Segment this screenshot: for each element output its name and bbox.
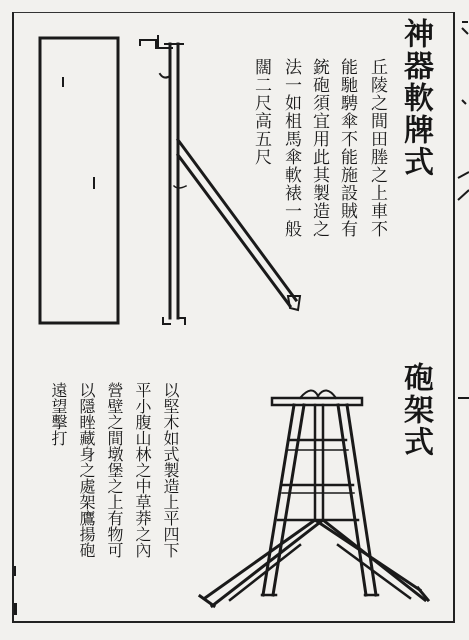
upper-text-column-3: 銃砲須宜用此其製造之 — [309, 58, 329, 238]
upper-section-title: 神器軟牌式 — [398, 18, 433, 178]
next-page-fragments — [458, 22, 469, 398]
lower-text-column-5: 遠望擊打 — [49, 382, 68, 446]
lower-text-column-2: 平小腹山林之中草莽之內 — [133, 382, 152, 558]
margin-marks — [14, 566, 17, 615]
cannon-frame-drawing — [200, 390, 428, 606]
lower-text-column-3: 營壁之間墩堡之上有物可 — [105, 382, 124, 558]
upper-text-column-2: 能馳騁傘不能施設賊有 — [337, 58, 357, 238]
upper-text-column-4: 法一如柤馬傘軟裱一般 — [281, 58, 301, 238]
upper-text-column-1: 丘陵之間田塍之上車不 — [367, 58, 387, 238]
lower-text-column-1: 以堅木如式製造上平四下 — [161, 382, 180, 558]
upper-text-column-5: 闊二尺高五尺 — [251, 58, 271, 166]
lower-section-title: 砲架式 — [398, 362, 433, 458]
lower-text-column-4: 以隱睉藏身之處架鷹揚砲 — [77, 382, 96, 558]
